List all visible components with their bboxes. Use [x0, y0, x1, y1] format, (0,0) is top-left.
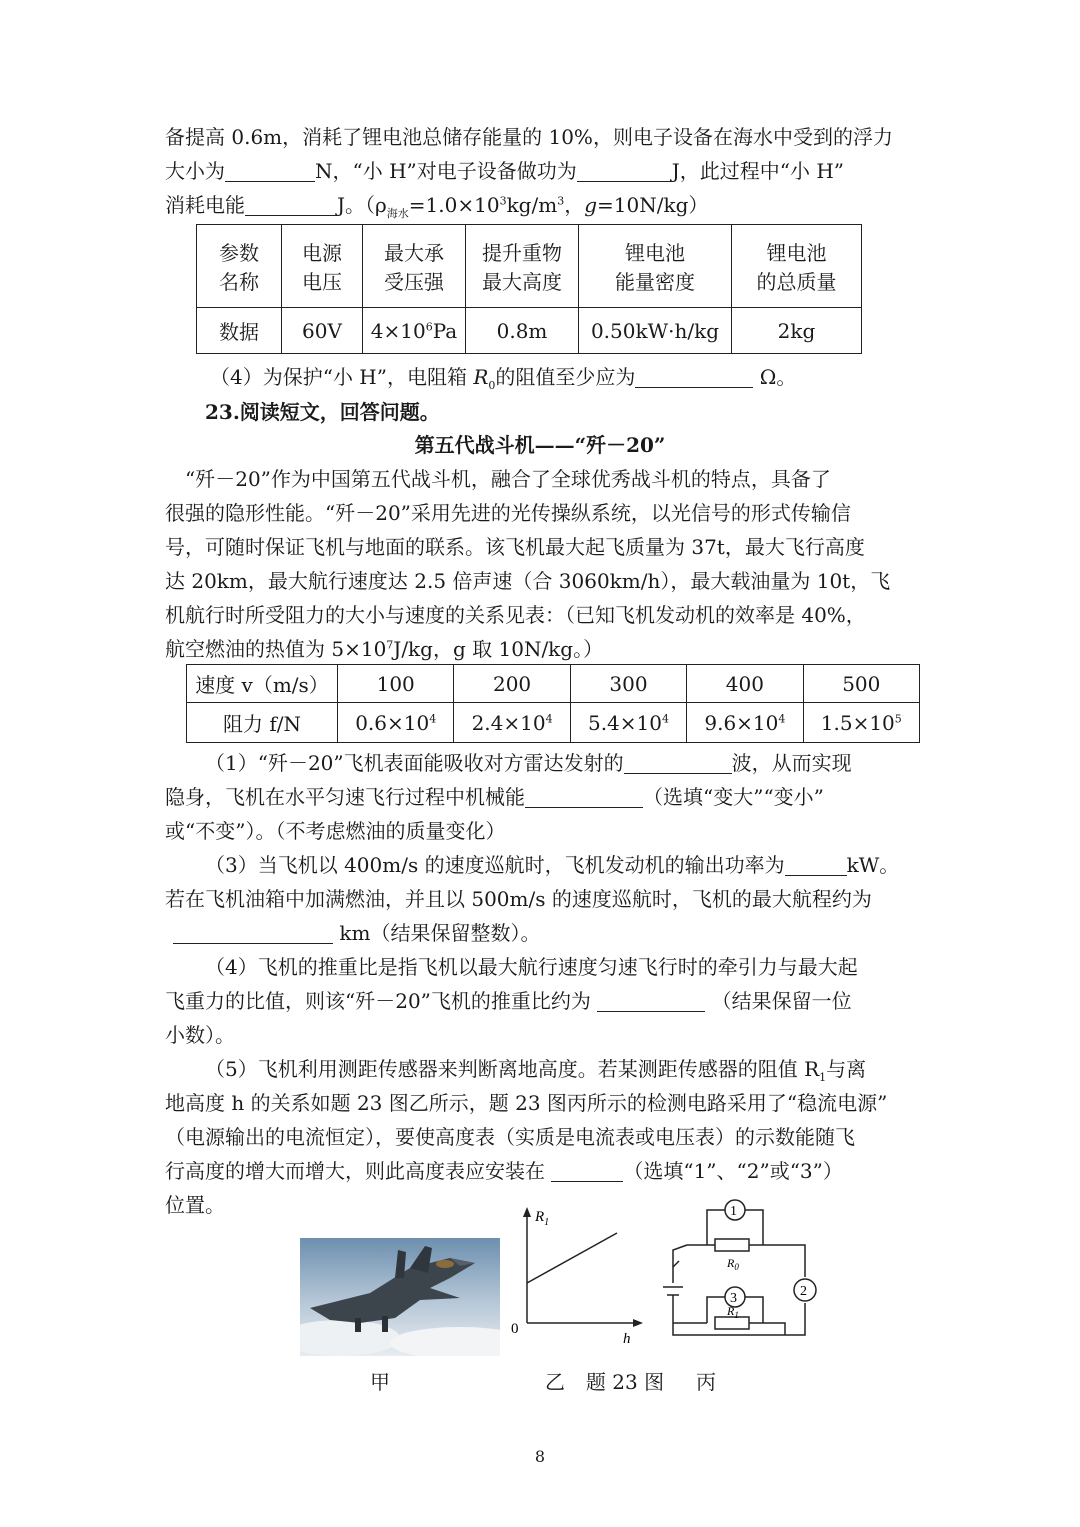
td-row-label: 数据: [197, 308, 282, 354]
intro-text-3f: =10N/kg）: [597, 193, 709, 217]
th-drag: 阻力 f/N: [187, 703, 338, 743]
blank-range[interactable]: [173, 921, 333, 944]
q1-text-b: 波，从而实现: [731, 751, 852, 775]
td-energy-density: 0.50kW·h/kg: [579, 308, 732, 354]
th-speed: 速度 v（m/s）: [187, 665, 338, 703]
q5-line-3: （电源输出的电流恒定），要使高度表（实质是电流表或电压表）的示数能随飞: [165, 1125, 855, 1149]
td-mass: 2kg: [732, 308, 862, 354]
caption-title: 题 23 图: [585, 1370, 665, 1394]
q4-protect-line: [210, 360, 930, 394]
intro-text-3a: 消耗电能: [165, 193, 245, 217]
blank-resistance[interactable]: [635, 365, 753, 388]
q5-line-4: [165, 1154, 925, 1188]
r0-symbol: R: [473, 365, 489, 389]
blank-wave[interactable]: [624, 751, 732, 774]
q5-text-a: （5）飞机利用测距传感器来判断离地高度。若某测距传感器的阻值 R: [205, 1057, 820, 1081]
graph-origin: 0: [511, 1321, 519, 1337]
q1-line-1: [205, 746, 925, 780]
meter-2-label: 2: [800, 1284, 807, 1299]
meter-3-label: 3: [730, 1291, 737, 1306]
th-energy-density: 锂电池 能量密度: [579, 225, 732, 308]
q3-text-b: kW。: [846, 853, 900, 877]
intro-text-3e: ，: [564, 193, 585, 217]
intro-line-1: [165, 120, 925, 154]
q4-line-2: [165, 984, 925, 1018]
intro-text-3d: kg/m: [506, 193, 558, 217]
blank-thrust-ratio[interactable]: [597, 989, 705, 1012]
passage-exp: 7: [386, 638, 394, 652]
meter-1-label: 1: [730, 1204, 737, 1219]
caption-jia: 甲: [370, 1370, 390, 1394]
gravity-symbol: g: [584, 193, 597, 217]
q5-line-1: [205, 1052, 925, 1086]
intro-text-2c: J，此过程中“小 H”: [671, 159, 845, 183]
q4-protect-text-a: （4）为保护“小 H”，电阻箱: [210, 365, 474, 389]
q1-line-2: [165, 780, 925, 814]
passage-title: 第五代战斗机——“歼－20”: [414, 433, 666, 457]
drag-cell: $2.4\times 10^4$: [454, 703, 570, 743]
speed-cell: 400: [687, 665, 803, 703]
r1-label: $R_1$: [727, 1304, 739, 1320]
q5-text-f: （选填“1”、“2”或“3”）: [623, 1159, 843, 1183]
drag-table: [186, 664, 920, 743]
q3-line-3: [165, 916, 925, 950]
drag-cell: $5.4\times 10^4$: [570, 703, 686, 743]
drag-cell: $0.6\times 10^4$: [338, 703, 454, 743]
q1-line-3: 或“不变”）。（不考虑燃油的质量变化）: [165, 819, 506, 843]
blank-work[interactable]: [577, 159, 672, 182]
jet-photo: [300, 1238, 500, 1356]
q4-protect-text-c: Ω。: [753, 365, 797, 389]
passage-line-5: 机航行时所受阻力的大小与速度的关系见表：（已知飞机发动机的效率是 40%，: [165, 603, 866, 627]
q4-line-3: 小数）。: [165, 1023, 235, 1047]
th-voltage: 电源 电压: [282, 225, 363, 308]
passage-line-1: “歼－20”作为中国第五代战斗机，融合了全球优秀战斗机的特点，具备了: [185, 467, 831, 491]
graph-y-label: $R_1$: [535, 1209, 550, 1228]
td-height: 0.8m: [466, 308, 579, 354]
q4-protect-text-b: 的阻值至少应为: [495, 365, 636, 389]
th-param-name: 参数 名称: [197, 225, 282, 308]
speed-cell: 200: [454, 665, 570, 703]
speed-cell: 500: [803, 665, 919, 703]
caption-bing: 丙: [696, 1370, 716, 1394]
parameter-table: [196, 224, 862, 354]
blank-position[interactable]: [551, 1159, 623, 1182]
blank-energy[interactable]: [245, 193, 337, 216]
q3-text-a: （3）当飞机以 400m/s 的速度巡航时，飞机发动机的输出功率为: [205, 853, 785, 877]
th-max-height: 提升重物 最大高度: [466, 225, 579, 308]
page-number: 8: [534, 1447, 546, 1466]
intro-text-2b: N，“小 H”对电子设备做功为: [315, 159, 577, 183]
q5-line-5: 位置。: [165, 1193, 225, 1217]
r1-height-graph: [505, 1205, 645, 1345]
caption-yi: 乙: [545, 1370, 565, 1394]
q4-text-b: 飞重力的比值，则该“歼－20”飞机的推重比约为: [165, 989, 598, 1013]
intro-text-3c: =1.0×10: [408, 193, 500, 217]
q5-line-2: 地高度 h 的关系如题 23 图乙所示，题 23 图丙所示的检测电路采用了“稳流电源”: [165, 1091, 888, 1115]
q1-text-d: （选填“变大”“变小”: [643, 785, 824, 809]
q4-text-c: （结果保留一位: [705, 989, 852, 1013]
passage-line-2: 很强的隐形性能。“歼－20”采用先进的光传操纵系统，以光信号的形式传输信: [165, 501, 851, 525]
intro-line-2: [165, 154, 925, 188]
passage-6b: J/kg，g 取 10N/kg。）: [393, 637, 604, 661]
q4-line-1: （4）飞机的推重比是指飞机以最大航行速度匀速飞行时的牵引力与最大起: [205, 955, 858, 979]
graph-x-label: h: [623, 1331, 631, 1345]
q3-line-2: 若在飞机油箱中加满燃油，并且以 500m/s 的速度巡航时，飞机的最大航程约为: [165, 887, 872, 911]
q3-text-d: km（结果保留整数）。: [333, 921, 541, 945]
q3-line-1: [205, 848, 925, 882]
blank-buoyancy[interactable]: [225, 159, 315, 182]
q1-text-c: 隐身，飞机在水平匀速飞行过程中机械能: [165, 785, 525, 809]
exp-3: 3: [499, 194, 507, 208]
passage-line-6: [165, 632, 925, 666]
speed-cell: 100: [338, 665, 454, 703]
q23-heading: 23.阅读短文，回答问题。: [205, 400, 440, 424]
q5-text-b: 与离: [826, 1057, 867, 1081]
passage-line-4: 达 20km，最大航行速度达 2.5 倍声速（合 3060km/h），最大载油量为 10t，飞: [165, 569, 891, 593]
rho-subscript: 海水: [386, 207, 409, 220]
fighter-jet-icon: [300, 1238, 500, 1356]
intro-text-1: 备提高 0.6m，消耗了锂电池总储存能量的 10%，则电子设备在海水中受到的浮力: [165, 125, 893, 149]
r0-sub: 0: [488, 379, 496, 392]
r1-line: [527, 1233, 617, 1283]
blank-mech-energy[interactable]: [525, 785, 643, 808]
passage-6a: 航空燃油的热值为 5×10: [165, 637, 387, 661]
q5-text-e: 行高度的增大而增大，则此高度表应安装在: [165, 1159, 552, 1183]
intro-text-2a: 大小为: [165, 159, 225, 183]
drag-cell: $9.6\times 10^4$: [687, 703, 803, 743]
speed-cell: 300: [570, 665, 686, 703]
th-total-mass: 锂电池 的总质量: [732, 225, 862, 308]
td-voltage: 60V: [282, 308, 363, 354]
td-pressure: $4\times 10^6Pa$: [363, 308, 466, 354]
r1-sub: 1: [819, 1071, 827, 1084]
r0-label: $R_0$: [727, 1256, 739, 1272]
q1-text-a: （1）“歼－20”飞机表面能吸收对方雷达发射的: [205, 751, 624, 775]
passage-line-3: 号，可随时保证飞机与地面的联系。该飞机最大起飞质量为 37t，最大飞行高度: [165, 535, 865, 559]
detection-circuit: [655, 1195, 825, 1345]
intro-line-3: [165, 188, 925, 222]
drag-cell: $1.5\times 10^5$: [803, 703, 919, 743]
exp-m3: 3: [557, 194, 565, 208]
intro-text-3b: J。（ρ: [337, 193, 387, 217]
th-max-pressure: 最大承 受压强: [363, 225, 466, 308]
blank-power[interactable]: [785, 853, 847, 876]
